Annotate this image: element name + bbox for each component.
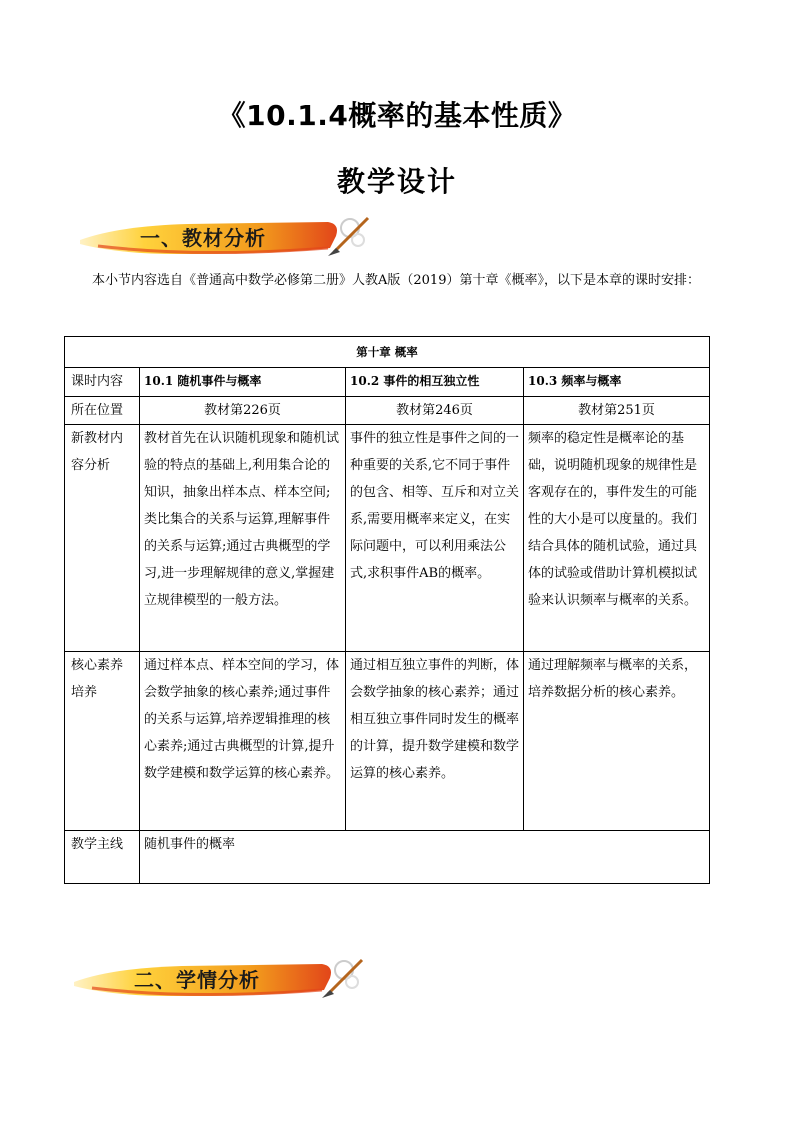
table-cell: 教材第246页 xyxy=(346,397,524,425)
table-cell: 教材第226页 xyxy=(140,397,346,425)
row-label: 课时内容 xyxy=(65,368,140,397)
row-label: 教学主线 xyxy=(65,831,140,884)
table-cell: 通过样本点、样本空间的学习，体会数学抽象的核心素养;通过事件的关系与运算,培养逻辑推理的核心素养;通过古典概型的计算,提升数学建模和数学运算的核心素养。 xyxy=(140,652,346,831)
document-title: 《10.1.4概率的基本性质》 xyxy=(217,99,577,132)
row-label: 所在位置 xyxy=(65,397,140,425)
table-cell: 通过理解频率与概率的关系，培养数据分析的核心素养。 xyxy=(524,652,710,831)
row-label: 核心素养培养 xyxy=(65,652,140,831)
table-cell: 10.3 频率与概率 xyxy=(524,368,710,397)
table-row xyxy=(65,652,710,831)
section-banner-textbook-analysis xyxy=(78,214,378,262)
table-row xyxy=(65,397,710,425)
section-banner-student-analysis xyxy=(72,956,372,1004)
table-row xyxy=(65,425,710,652)
table-cell: 随机事件的概率 xyxy=(140,831,710,884)
row-label: 新教材内容分析 xyxy=(65,425,140,652)
table-cell: 10.2 事件的相互独立性 xyxy=(346,368,524,397)
intro-text: 本小节内容选自《普通高中数学必修第二册》人教A版（2019）第十章《概率》，以下是本章的课时安排： xyxy=(92,273,700,288)
table-cell: 通过相互独立事件的判断，体会数学抽象的核心素养；通过相互独立事件同时发生的概率的计算，提升数学建模和数学运算的核心素养。 xyxy=(346,652,524,831)
section-heading: 一、教材分析 xyxy=(140,226,266,250)
document-subtitle: 教学设计 xyxy=(336,165,457,198)
table-cell: 教材首先在认识随机现象和随机试验的特点的基础上,利用集合论的知识，抽象出样本点、样本空间;类比集合的关系与运算,理解事件的关系与运算;通过古典概型的学习,进一步理解规律的意义,掌握建立规律模型的一般方法。 xyxy=(140,425,346,652)
table-cell: 10.1 随机事件与概率 xyxy=(140,368,346,397)
table-header: 第十章 概率 xyxy=(65,337,710,368)
table-row xyxy=(65,368,710,397)
table-cell: 频率的稳定性是概率论的基础，说明随机现象的规律性是客观存在的，事件发生的可能性的大小是可以度量的。我们结合具体的随机试验，通过具体的试验或借助计算机模拟试验来认识频率与概率的关系。 xyxy=(524,425,710,652)
table-cell: 教材第251页 xyxy=(524,397,710,425)
table-row xyxy=(65,831,710,884)
lesson-plan-table xyxy=(64,336,710,884)
table-cell: 事件的独立性是事件之间的一种重要的关系,它不同于事件的包含、相等、互斥和对立关系,需要用概率来定义，在实际问题中，可以利用乘法公式,求积事件AB的概率。 xyxy=(346,425,524,652)
intro-paragraph xyxy=(66,264,726,298)
section-heading: 二、学情分析 xyxy=(134,968,260,992)
